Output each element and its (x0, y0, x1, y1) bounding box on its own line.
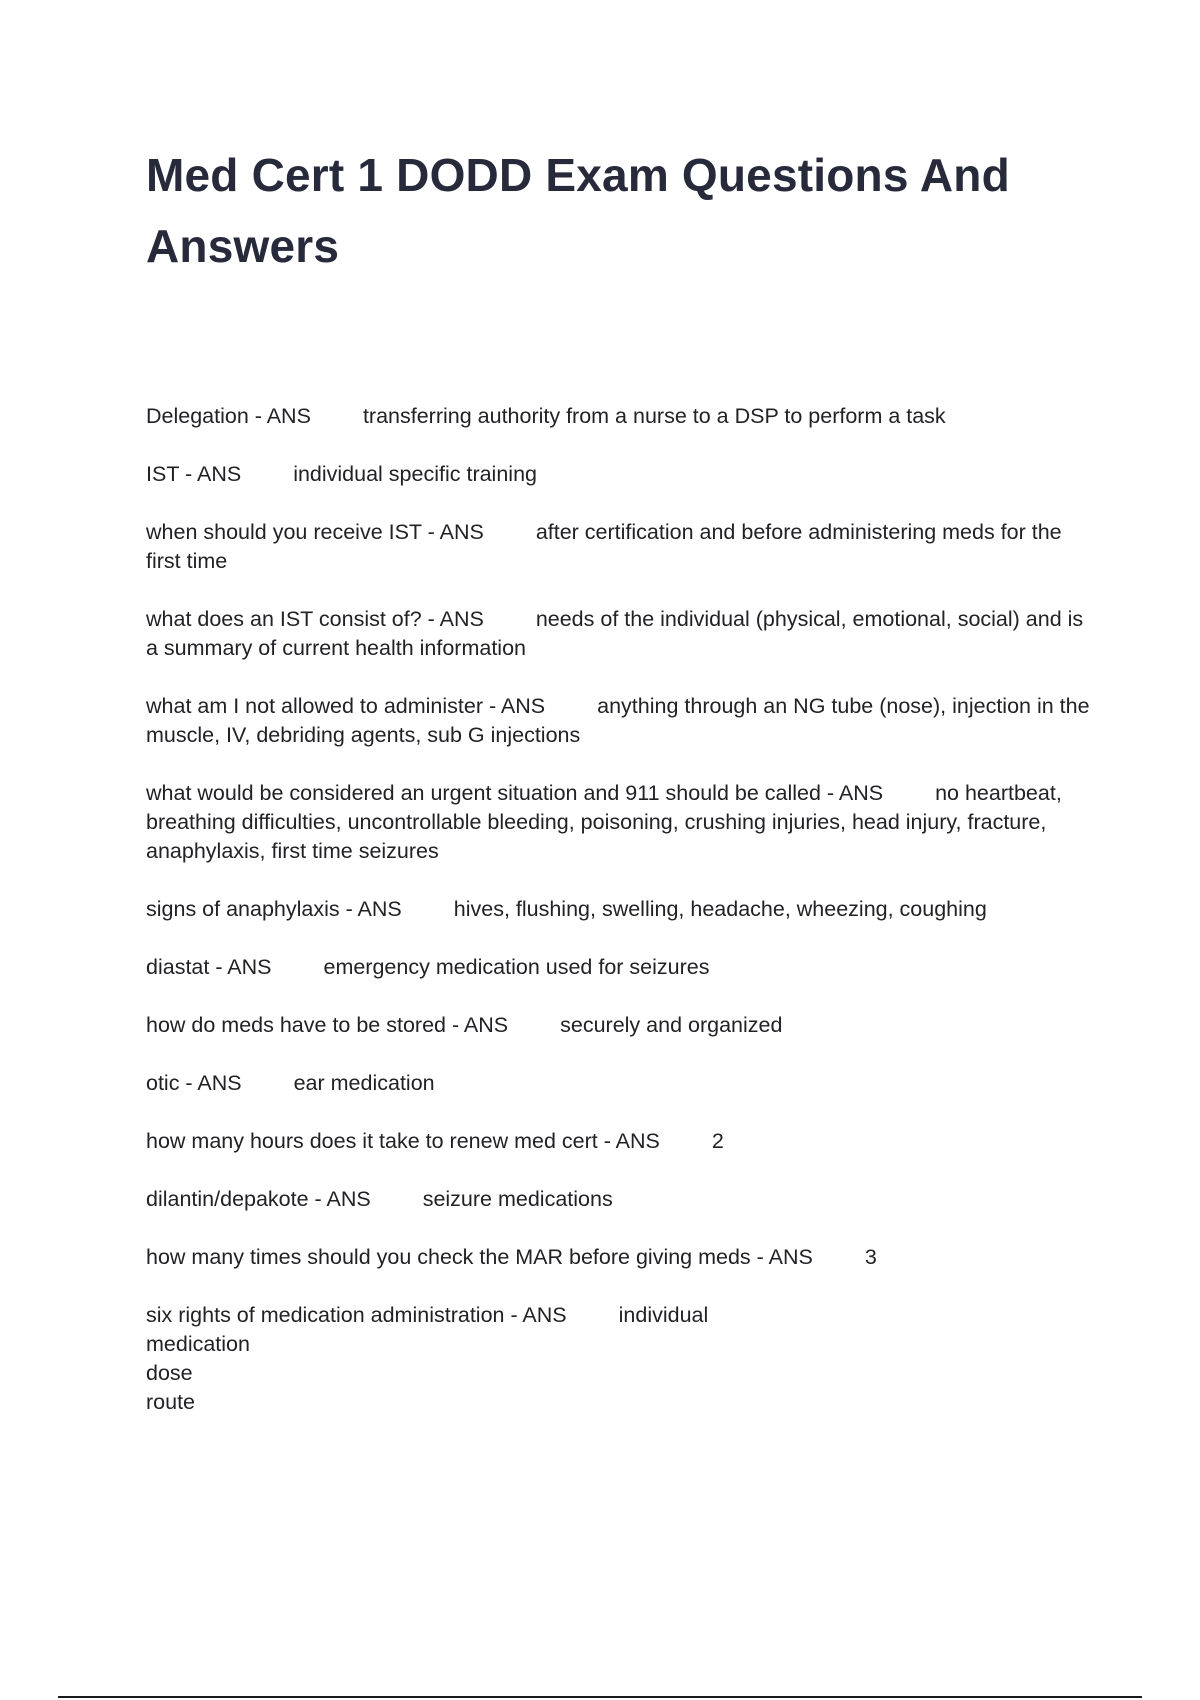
qa-list (146, 402, 1096, 1446)
qa-question: what does an IST consist of? - ANS (146, 607, 484, 631)
qa-question: how do meds have to be stored - ANS (146, 1013, 509, 1037)
qa-question: how many hours does it take to renew med cert - ANS (146, 1129, 660, 1153)
qa-item (146, 953, 1096, 982)
qa-answer: emergency medication used for seizures (323, 955, 710, 979)
qa-answer: individual medication dose route (146, 1303, 709, 1414)
footer-divider (58, 1696, 1142, 1698)
qa-answer: hives, flushing, swelling, headache, wheezing, coughing (453, 897, 987, 921)
qa-answer: no heartbeat, breathing difficulties, uncontrollable bleeding, poisoning, crushing injuries, head injury, fracture, anaphylaxis, first time seizures (146, 781, 1062, 863)
qa-answer: ear medication (293, 1071, 435, 1095)
document-title: Med Cert 1 DODD Exam Questions And Answers (146, 149, 1010, 272)
qa-answer: 3 (864, 1245, 877, 1269)
qa-answer: 2 (711, 1129, 724, 1153)
qa-item (146, 460, 1096, 489)
qa-item (146, 779, 1096, 866)
qa-question: how many times should you check the MAR before giving meds - ANS (146, 1245, 813, 1269)
qa-question: diastat - ANS (146, 955, 272, 979)
qa-question: Delegation - ANS (146, 404, 311, 428)
qa-item (146, 518, 1096, 576)
qa-question: when should you receive IST - ANS (146, 520, 484, 544)
qa-answer: individual specific training (293, 462, 537, 486)
qa-item (146, 895, 1096, 924)
qa-item (146, 1069, 1096, 1098)
qa-question: what am I not allowed to administer - ANS (146, 694, 546, 718)
qa-answer: securely and organized (560, 1013, 783, 1037)
qa-item (146, 1011, 1096, 1040)
qa-item (146, 1301, 1096, 1417)
qa-question: signs of anaphylaxis - ANS (146, 897, 402, 921)
qa-answer: seizure medications (422, 1187, 613, 1211)
qa-item (146, 402, 1096, 431)
qa-question: dilantin/depakote - ANS (146, 1187, 371, 1211)
qa-question: otic - ANS (146, 1071, 242, 1095)
qa-answer: anything through an NG tube (nose), injection in the muscle, IV, debriding agents, sub G injections (146, 694, 1090, 747)
qa-item (146, 1185, 1096, 1214)
qa-question: six rights of medication administration - ANS (146, 1303, 567, 1327)
qa-item (146, 1243, 1096, 1272)
qa-item (146, 692, 1096, 750)
qa-answer: transferring authority from a nurse to a DSP to perform a task (362, 404, 946, 428)
qa-answer: after certification and before administering meds for the first time (146, 520, 1062, 573)
qa-item (146, 1127, 1096, 1156)
qa-item (146, 605, 1096, 663)
qa-question: IST - ANS (146, 462, 242, 486)
qa-answer: needs of the individual (physical, emotional, social) and is a summary of current health information (146, 607, 1084, 660)
qa-question: what would be considered an urgent situation and 911 should be called - ANS (146, 781, 884, 805)
